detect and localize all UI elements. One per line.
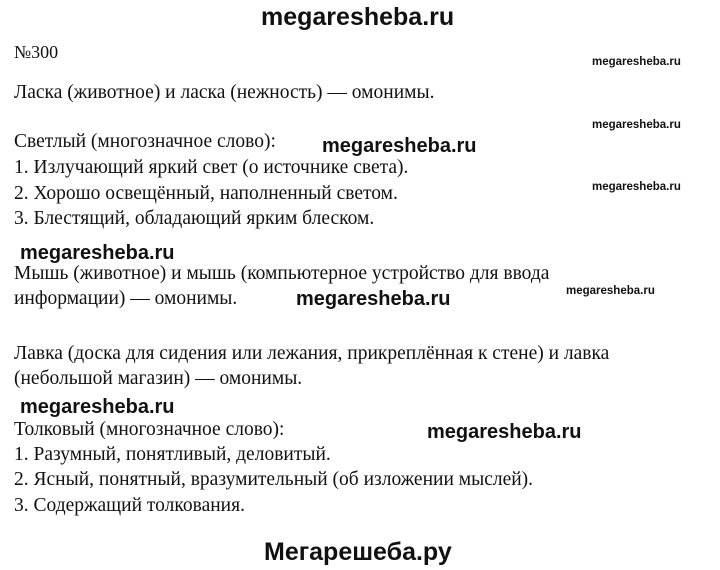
site-title-watermark: megaresheba.ru: [261, 3, 455, 31]
task-number: №300: [14, 42, 59, 62]
text-line-11: 1. Разумный, понятливый, деловитый.: [14, 444, 331, 465]
text-line-7: информации) — омонимы.: [14, 288, 238, 309]
watermark-big-3: megaresheba.ru: [296, 288, 451, 310]
watermark-small-2: megaresheba.ru: [592, 119, 681, 131]
watermark-small-3: megaresheba.ru: [592, 181, 681, 193]
text-line-3: 1. Излучающий яркий свет (о источнике света).: [14, 157, 409, 178]
text-line-1: Ласка (животное) и ласка (нежность) — омонимы.: [14, 82, 435, 103]
text-line-5: 3. Блестящий, обладающий ярким блеском.: [14, 208, 375, 229]
text-line-10: Толковый (многозначное слово):: [14, 419, 285, 440]
watermark-big-1: megaresheba.ru: [322, 135, 477, 157]
watermark-small-4: megaresheba.ru: [566, 285, 655, 297]
watermark-big-2: megaresheba.ru: [20, 242, 175, 264]
text-line-6: Мышь (животное) и мышь (компьютерное устройство для ввода: [14, 263, 550, 284]
watermark-small-1: megaresheba.ru: [592, 56, 681, 68]
watermark-big-4: megaresheba.ru: [20, 396, 175, 418]
footer-site-name: Мегарешеба.ру: [264, 538, 452, 566]
text-line-4: 2. Хорошо освещённый, наполненный светом.: [14, 183, 398, 204]
text-line-9: (небольшой магазин) — омонимы.: [14, 368, 303, 389]
watermark-big-5: megaresheba.ru: [427, 421, 582, 443]
text-line-2: Светлый (многозначное слово):: [14, 131, 276, 152]
text-line-8: Лавка (доска для сидения или лежания, прикреплённая к стене) и лавка: [14, 343, 610, 364]
text-line-12: 2. Ясный, понятный, вразумительный (об изложении мыслей).: [14, 469, 534, 490]
text-line-13: 3. Содержащий толкования.: [14, 495, 245, 516]
